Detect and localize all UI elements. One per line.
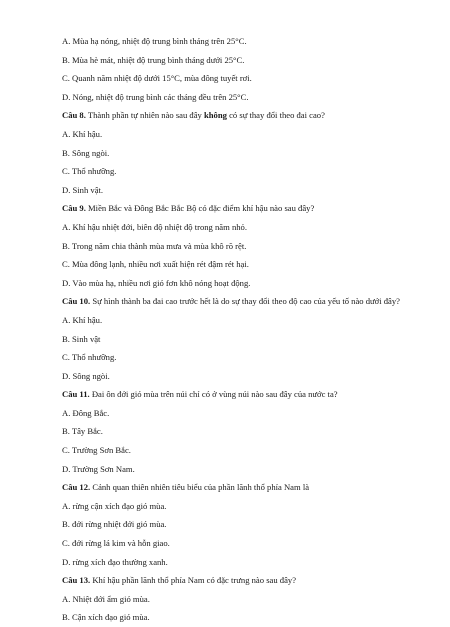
option-q10-d: D. Sông ngòi. — [62, 370, 110, 381]
option-q12-b: B. đới rừng nhiệt đới gió mùa. — [62, 519, 167, 530]
question-8-text-after: có sự thay đổi theo đai cao? — [226, 110, 325, 121]
question-9 — [62, 199, 400, 218]
option-q13-a: A. Nhiệt đới ẩm gió mùa. — [62, 593, 150, 604]
option-q11-a: A. Đông Bắc. — [62, 407, 110, 418]
question-11 — [62, 385, 400, 404]
option-q12-a: A. rừng cận xích đạo gió mùa. — [62, 500, 167, 511]
option-q12-d: D. rừng xích đạo thường xanh. — [62, 556, 168, 567]
question-9-label: Câu 9. — [62, 203, 86, 214]
option-q9-b: B. Trong năm chia thành mùa mưa và mùa khô rõ rệt. — [62, 240, 247, 251]
option-q11-b: B. Tây Bắc. — [62, 426, 103, 437]
option-q10-a: A. Khí hậu. — [62, 314, 103, 325]
option-q8-d: D. Sinh vật. — [62, 184, 104, 195]
option-q13-b: B. Cận xích đạo gió mùa. — [62, 612, 150, 623]
option-prev-b: B. Mùa hè mát, nhiệt độ trung bình tháng dưới 25°C. — [62, 54, 245, 65]
option-q10-c: C. Thổ nhưỡng. — [62, 352, 117, 363]
question-10-label: Câu 10. — [62, 296, 91, 307]
question-11-text: Đai ôn đới gió mùa trên núi chỉ có ở vùng núi nào sau đây của nước ta? — [89, 389, 338, 400]
option-prev-d: D. Nóng, nhiệt độ trung bình các tháng đều trên 25°C. — [62, 91, 249, 102]
option-prev-a: A. Mùa hạ nóng, nhiệt độ trung bình tháng trên 25°C. — [62, 36, 247, 46]
question-13 — [62, 571, 400, 590]
question-12 — [62, 478, 400, 497]
option-q8-c: C. Thổ nhưỡng. — [62, 166, 117, 177]
question-13-label: Câu 13. — [62, 575, 91, 586]
question-13-text: Khí hậu phần lãnh thổ phía Nam có đặc trưng nào sau đây? — [90, 575, 297, 586]
option-q8-a: A. Khí hậu. — [62, 128, 103, 139]
question-8-emphasis: không — [204, 110, 227, 121]
question-12-text: Cảnh quan thiên nhiên tiêu biểu của phần lãnh thổ phía Nam là — [90, 482, 310, 493]
question-10 — [62, 292, 400, 311]
option-prev-c: C. Quanh năm nhiệt độ dưới 15°C, mùa đông tuyết rơi. — [62, 73, 252, 84]
question-11-label: Câu 11. — [62, 389, 90, 400]
option-q11-c: C. Trường Sơn Bắc. — [62, 445, 131, 456]
option-q9-c: C. Mùa đông lạnh, nhiều nơi xuất hiện rét đậm rét hại. — [62, 259, 249, 270]
question-8 — [62, 106, 400, 125]
question-12-label: Câu 12. — [62, 482, 91, 493]
option-q9-d: D. Vào mùa hạ, nhiều nơi gió fơn khô nóng hoạt động. — [62, 277, 251, 288]
option-q10-b: B. Sinh vật — [62, 333, 101, 344]
question-8-text-before: Thành phần tự nhiên nào sau đây — [85, 110, 204, 121]
question-10-text: Sự hình thành ba đai cao trước hết là do sự thay đổi theo độ cao của yếu tố nào dưới đây? — [90, 296, 400, 307]
option-q11-d: D. Trường Sơn Nam. — [62, 463, 135, 474]
option-q9-a: A. Khí hậu nhiệt đới, biên độ nhiệt độ trong năm nhỏ. — [62, 221, 247, 232]
question-8-label: Câu 8. — [62, 110, 86, 121]
question-9-text: Miền Bắc và Đông Bắc Bắc Bộ có đặc điểm khí hậu nào sau đây? — [85, 203, 315, 214]
option-q8-b: B. Sông ngòi. — [62, 147, 110, 158]
option-q12-c: C. đới rừng lá kim và hỗn giao. — [62, 538, 170, 549]
